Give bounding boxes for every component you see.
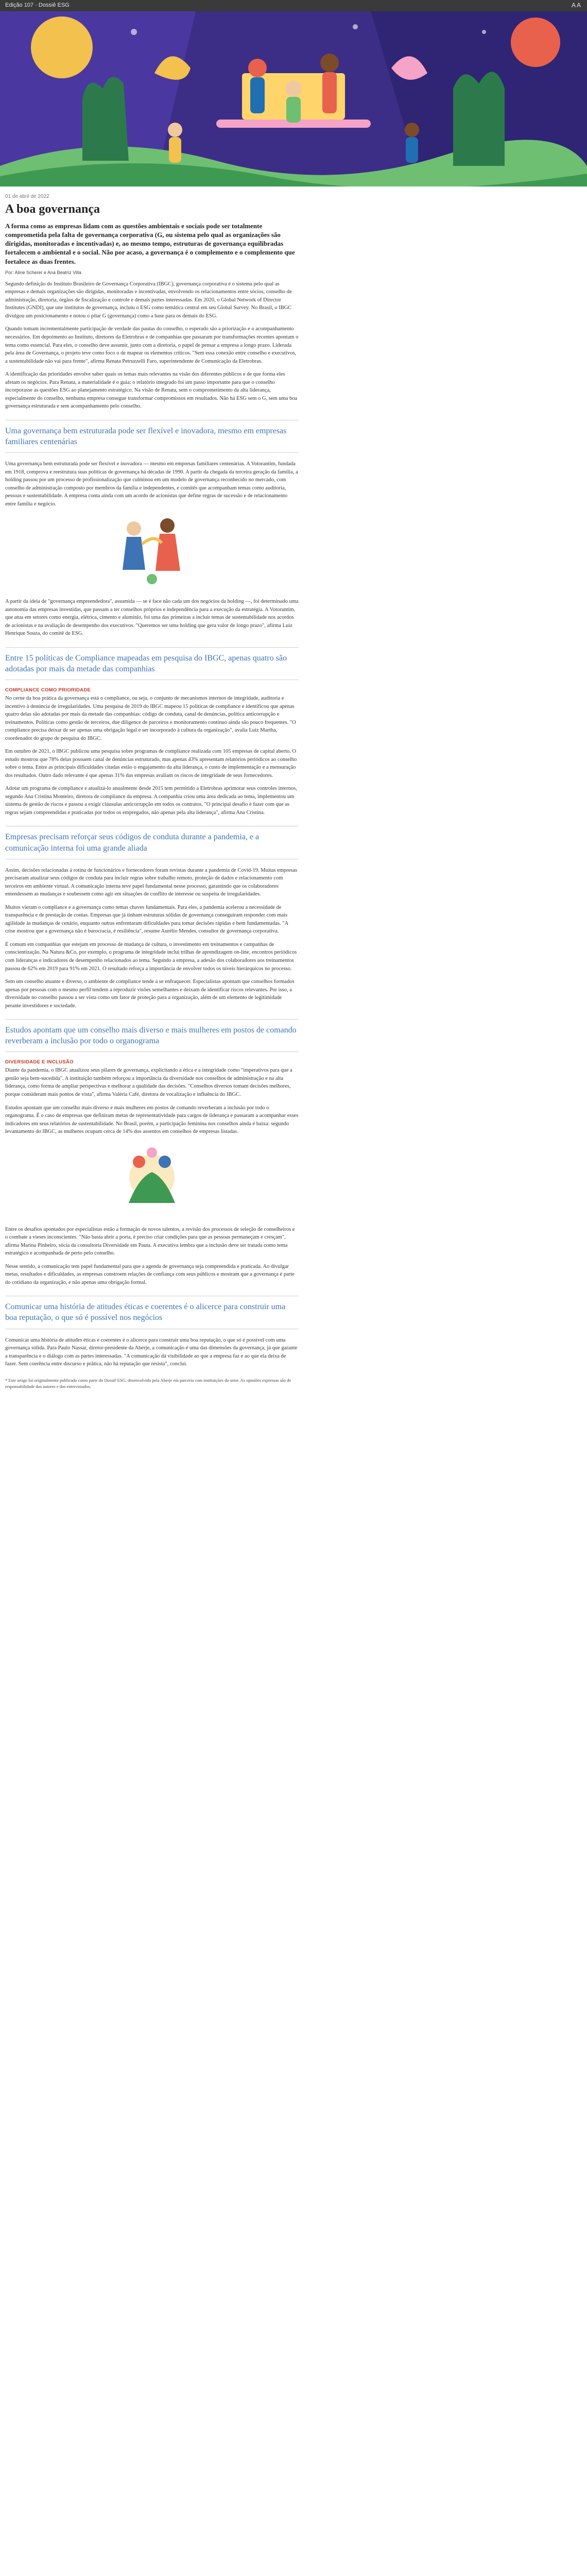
body-paragraph: No cerne da boa prática da governança está o compliance, ou seja, o conjunto de mecanismos internos de integridade, auditoria e incentivo à denúncia de irregularidades. Uma pesquisa de 2019 do IBGC mapeou 15 políticas de compliance e identificou que apenas quatro delas são adotadas por mais da metade das companhias: código de conduta, canal de denúncias, política anticorrupção e treinamentos. Políticas como gestão de terceiros, due diligence de parceiros e monitoramento contínuo ainda são pouco frequentes. "O compliance precisa deixar de ser apenas uma obrigação legal e ser incorporado à cultura da organização", avalia Luiz Martha, coordenador do grupo de pesquisa do IBGC. xyxy=(5,696,296,741)
issue-label: Edição 107 · Dossiê ESG xyxy=(5,2,70,8)
article-title: A boa governança xyxy=(5,202,100,216)
section-subhead: DIVERSIDADE E INCLUSÃO xyxy=(5,1059,74,1065)
body-paragraph: Quando tomam incrementalmente participação de verdade das pautas do conselho, o esperado são a priorização e o acompanhamento necessários. Em depoimento ao Instituto, diretores da Eletrobras e de companhias que passaram por transformações recentes apontam o tema como essencial. Para eles, o conselho deve assumir, junto com a diretoria, o papel de pensar a empresa a longo prazo. Liderada pela área de Governança, o projeto teve como foco o de mapear os elementos críticos. "Sem essa conexão entre conselho e executivos, a sustentabilidade não vai para frente", afirma Renata Petruzzelli Faro, superintendente de Comunicação da Eletrobras. xyxy=(5,326,299,364)
article-lead: A forma como as empresas lidam com as questões ambientais e sociais pode ser totalmente comprometida pela falta de governança corporativa (G, ou sistema pelo qual as organizações são dirigidas, monitoradas e incentivadas) e, ao mesmo tempo, estruturas de governança equilibradas fortalecem o ambiental e o social. Não por acaso, a governança é o complemento e o complemento que fortalece as duas frentes. xyxy=(5,222,295,265)
body-paragraph: Adotar um programa de compliance e atualizá-lo anualmente desde 2015 tem permitido a Eletrobras aprimorar seus controles internos, segundo Ana Cristina Monteiro, diretora de compliance da empresa. A companhia criou uma área dedicada ao tema, implementou um sistema de gestão de riscos e passou a exigir cláusulas anticorrupção em todos os contratos. "O principal desafio é fazer com que as regras sejam compreendidas e praticadas por todos os empregados, não apenas pela alta liderança", afirma Ana Cristina. xyxy=(5,786,297,816)
body-paragraph: Uma governança bem estruturada pode ser flexível e inovadora — mesmo em empresas familiares centenárias. A Votorantim, fundada em 1918, comprova e reestrutura suas políticas de governança há décadas de 1990. A partir da chegada da terceira geração da família, a holding passou por um processo de profissionalização que culminou em um modelo de governança reconhecido no mercado, com conselho de administração composto por membros da família e independentes, e comitês que acompanham temas como auditoria, pessoas e sustentabilidade. A empresa conta ainda com um acordo de acionistas que define regras de sucessão e de relacionamento entre família e negócio. xyxy=(5,461,298,507)
body-paragraph: A identificação das prioridades envolve saber quais os temas mais relevantes na visão dos diferentes públicos e de que forma eles afetam os negócios. Para Renata, a materialidade é o guia: o relatório integrado foi um passo importante para que o conselho incorporasse as questões ESG ao planejamento estratégico. Na visão de Renata, sem o comprometimento da alta liderança, especialmente do conselho, nenhuma empresa consegue transformar compromissos em resultados. Não há ESG sem o G, sem uma boa governança estruturada e sem acompanhamento pelo conselho. xyxy=(5,371,298,410)
publish-date: 01 de abril de 2022 xyxy=(5,194,49,199)
hero-illustration xyxy=(0,11,587,187)
body-paragraph: Nesse sentido, a comunicação tem papel fundamental para que a agenda de governança seja compreendida e praticada. Ao divulgar metas, resultados e dificuldades, as empresas constroem relações de confiança com seus públicos e mostram que a governança é parte do cotidiano da organização, e não apenas uma obrigação formal. xyxy=(5,1263,295,1285)
pull-quote: Comunicar uma história de atitudes éticas e coerentes é o alicerce para construir uma boa reputação, o que só é possível nos negócios xyxy=(5,1296,299,1329)
body-paragraph: Em outubro de 2021, o IBGC publicou uma pesquisa sobre programas de compliance realizada com 105 empresas de capital aberto. O estudo mostrou que 78% delas possuem canal de denúncias estruturado, mas apenas 43% apresentam relatórios periódicos ao conselho sobre o tema. Entre as principais dificuldades citadas estão o engajamento da alta liderança, o custo de implementação e a mensuração dos resultados. Outro dado relevante é que apenas 31% das empresas avaliam os riscos de integridade de seus fornecedores. xyxy=(5,749,297,778)
section-subhead: COMPLIANCE COMO PRIORIDADE xyxy=(5,687,91,693)
body-paragraph: Estudos apontam que um conselho mais diverso e mais mulheres em postos de comando reverberam a inclusão por todo o organograma. É o caso de empresas que definiram metas de representatividade para cargos de liderança e passaram a acompanhar esses indicadores em seus relatórios de sustentabilidade. No Brasil, porém, a participação feminina nos conselhos ainda é baixa: segundo levantamento do IBGC, as mulheres ocupam cerca de 14% dos assentos em conselhos de empresas listadas. xyxy=(5,1105,299,1135)
body-paragraph: Muitos vieram o compliance e a governança como temas chaves fundamentais. Para eles, a pandemia acelerou a necessidade de transparência e de prestação de contas. Empresas que já tinham estruturas sólidas de governança conseguiram responder com mais agilidade às mudanças de cenário, enquanto outras enfrentaram dificuldades para tomar decisões rápidas e bem fundamentadas. "A crise mostrou que a governança não é burocracia, é resiliência", resume Aurélio Mendes, consultor de governança corporativa. xyxy=(5,904,288,935)
top-bar xyxy=(0,0,587,11)
body-paragraph: Diante da pandemia, o IBGC atualizou seus pilares de governança, explicitando a ética e a integridade como "imperativos para que a gestão seja bem-sucedida". A instituição também reforçou a importância da diversidade nos conselhos de administração e na alta liderança, como forma de ampliar perspectivas e melhorar a qualidade das decisões. "Conselhos diversos tomam decisões melhores, porque consideram mais pontos de vista", afirma Valéria Café, diretora de vocalização e influência do IBGC. xyxy=(5,1067,292,1097)
body-paragraph: Assim, decisões relacionadas à rotina de funcionários e fornecedores foram revistas durante a pandemia de Covid-19. Muitas empresas precisaram atualizar seus códigos de conduta para incluir regras sobre trabalho remoto, proteção de dados e relacionamento com terceiros em ambiente virtual. A comunicação interna teve papel fundamental nesse processo, garantindo que os colaboradores entendessem as mudanças e soubessem como agir em situações de conflito de interesse ou suspeita de irregularidades. xyxy=(5,867,298,897)
body-paragraph: Comunicar uma história de atitudes éticas e coerentes é o alicerce para construir uma boa reputação, o que só é possível com uma governança sólida. Para Paulo Nassar, diretor-presidente da Aberje, a comunicação é uma das dimensões da governança, já que garante a transparência e o diálogo com as partes interessadas. "A comunicação dá visibilidade ao que a empresa faz e ao que ela deixa de fazer. Sem coerência entre discurso e prática, não há reputação que resista", conclui. xyxy=(5,1337,298,1367)
body-paragraph: A partir da ideia de "governança empreendedora", assumida — se é face não cada um dos negócios da holding —, foi determinado uma autonomia das empresas investidas, que passam a ter conselhos próprios e independência para a execução da estratégia. A Votorantim, que atua em setores como energia, elétrica, cimento e alumínio, foi uma das primeiras a incluir temas de sustentabilidade nos acordos de acionistas e na avaliação de desempenho dos executivos. "Queremos ser uma holding que gera valor de longo prazo", afirma Luiz Henrique Souza, do comitê de ESG. xyxy=(5,599,299,637)
article-column xyxy=(5,194,299,1390)
illustration-hands xyxy=(5,1141,299,1218)
footnote: * Este artigo foi originalmente publicado como parte do Dossiê ESG, desenvolvido pela Aberje em parceria com instituições do setor. As opiniões expressas são de responsabilidade dos autores e dos entrevistados. xyxy=(5,1377,291,1389)
body-paragraph: Segundo definição do Instituto Brasileiro de Governança Corporativa (IBGC), governança corporativa é o sistema pelo qual as empresas e demais organizações são dirigidas, monitoradas e incentivadas, envolvendo os relacionamentos entre sócios, conselho de administração, diretoria, órgãos de fiscalização e controle e demais partes interessadas. Em 2020, o Global Network of Director Institutes (GNDI), que une institutos de governança, incluiu o ESG como temática central em seu Global Survey. No Brasil, o IBGC divulgou um posicionamento e notou o pilar G (governança) como a base para os demais do ESG. xyxy=(5,281,292,319)
illustration-figures xyxy=(5,513,299,590)
pull-quote: Uma governança bem estruturada pode ser flexível e inovadora, mesmo em empresas familiares centenárias xyxy=(5,420,299,453)
pull-quote: Empresas precisam reforçar seus códigos de conduta durante a pandemia, e a comunicação interna foi uma grande aliada xyxy=(5,826,299,859)
pull-quote: Estudos apontam que um conselho mais diverso e mais mulheres em postos de comando reverberam a inclusão por todo o organograma xyxy=(5,1019,299,1052)
body-paragraph: É comum em companhias que estejam em processo de mudança de cultura, o investimento em treinamentos e campanhas de conscientização. Na Natura &Co, por exemplo, o programa de integridade inclui trilhas de aprendizagem on-line, encontros periódicos com lideranças e indicadores de desempenho relacionados ao tema. Segundo a empresa, a adesão dos colaboradores aos treinamentos passou de 62% em 2019 para 91% em 2021. O resultado reforça a importância de envolver todos os níveis hierárquicos no processo. xyxy=(5,941,297,972)
font-size-control[interactable]: AA xyxy=(571,2,582,9)
byline: Por: Aline Scherer e Ana Beatriz Villa xyxy=(5,269,81,275)
pull-quote: Entre 15 políticas de Compliance mapeadas em pesquisa do IBGC, apenas quatro são adotadas por mais da metade das companhias xyxy=(5,647,299,680)
body-paragraph: Sem um conselho atuante e diverso, o ambiente de compliance tende a se enfraquecer. Especialistas apontam que conselhos formados apenas por pessoas com o mesmo perfil tendem a reproduzir visões semelhantes e deixam de identificar riscos relevantes. Por isso, a diversidade no conselho passou a ser vista como um fator de proteção para a organização, além de um elemento de legitimidade perante investidores e sociedade. xyxy=(5,979,295,1009)
body-paragraph: Entre os desafios apontados por especialistas estão a formação de novos talentos, a revisão dos processos de seleção de conselheiros e o combate a vieses inconscientes. "Não basta abrir a porta, é preciso criar condições para que as pessoas permaneçam e cresçam", afirma Marina Pinheiro, sócia da consultoria Diversidade em Pauta. A executiva lembra que a inclusão deve ser tratada como tema estratégico e acompanhada de perto pelo conselho. xyxy=(5,1226,295,1257)
article xyxy=(0,187,587,1393)
